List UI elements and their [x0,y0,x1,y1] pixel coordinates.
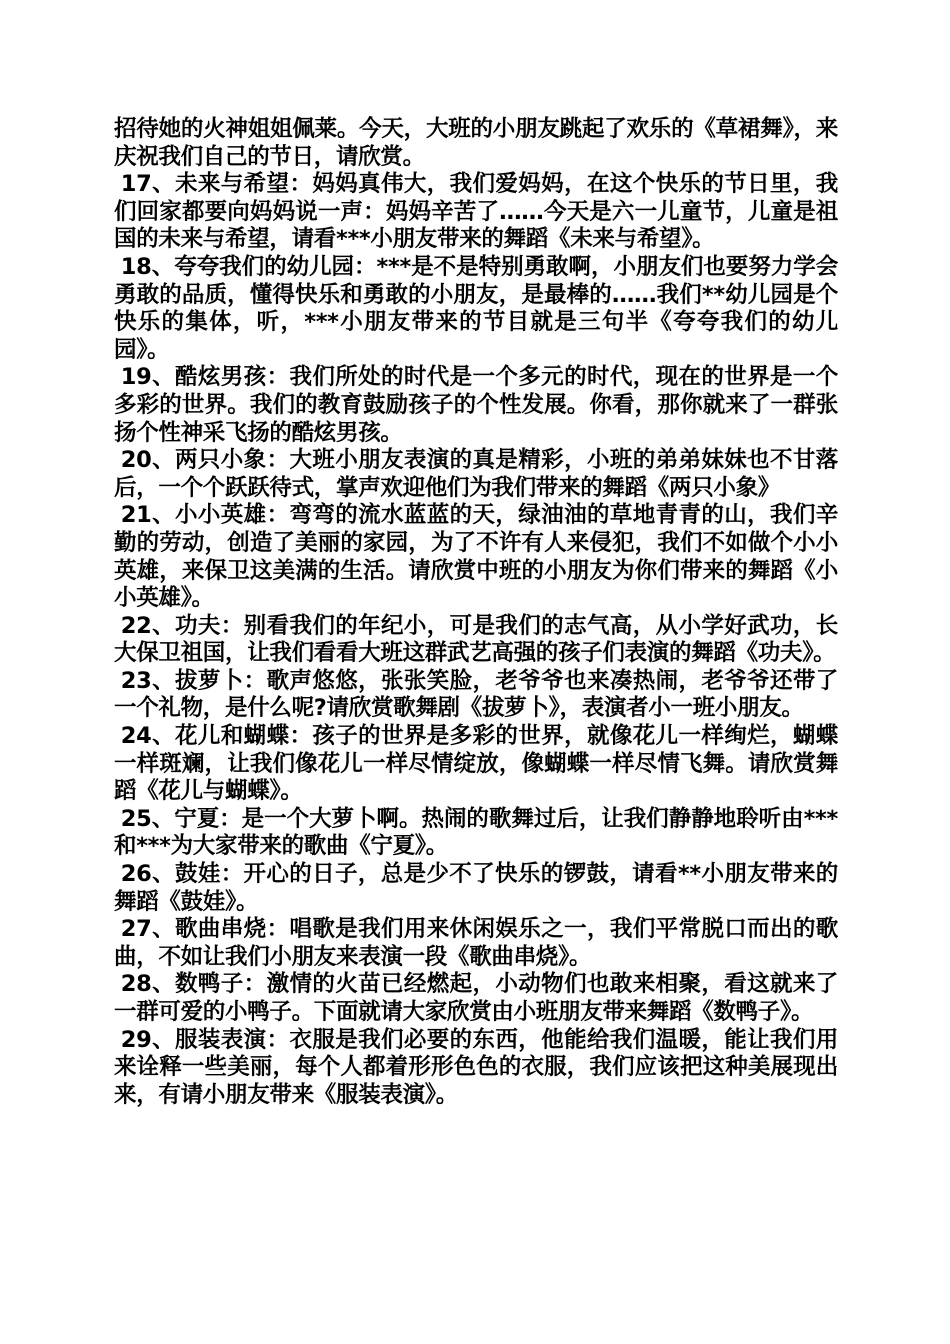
paragraph-continuation: 招待她的火神姐姐佩莱。今天，大班的小朋友跳起了欢乐的《草裙舞》，来庆祝我们自己的节日，请欣赏。 [114,116,838,170]
paragraph-item-24: 24、花儿和蝴蝶：孩子的世界是多彩的世界，就像花儿一样绚烂，蝴蝶一样斑斓，让我们像花儿一样尽情绽放，像蝴蝶一样尽情飞舞。请欣赏舞蹈《花儿与蝴蝶》。 [114,723,838,805]
paragraph-item-29: 29、服装表演：衣服是我们必要的东西，他能给我们温暖，能让我们用来诠释一些美丽，每个人都着形形色色的衣服，我们应该把这种美展现出来，有请小朋友带来《服装表演》。 [114,1026,838,1108]
paragraph-item-25: 25、宁夏：是一个大萝卜啊。热闹的歌舞过后，让我们静静地聆听由***和***为大家带来的歌曲《宁夏》。 [114,805,838,860]
paragraph-item-17: 17、未来与希望：妈妈真伟大，我们爱妈妈，在这个快乐的节日里，我们回家都要向妈妈说一声：妈妈辛苦了……今天是六一儿童节，儿童是祖国的未来与希望，请看***小朋友带来的舞蹈《未来与希望》。 [114,171,838,253]
paragraph-item-28: 28、数鸭子：激情的火苗已经燃起，小动物们也敢来相聚，看这就来了一群可爱的小鸭子。下面就请大家欣赏由小班朋友带来舞蹈《数鸭子》。 [114,971,838,1025]
document-body [114,116,838,1109]
paragraph-item-26: 26、鼓娃：开心的日子，总是少不了快乐的锣鼓，请看**小朋友带来的舞蹈《鼓娃》。 [114,861,838,915]
paragraph-item-20: 20、两只小象：大班小朋友表演的真是精彩，小班的弟弟妹妹也不甘落后，一个个跃跃待式，掌声欢迎他们为我们带来的舞蹈《两只小象》 [114,447,838,501]
paragraph-item-18: 18、夸夸我们的幼儿园：***是不是特别勇敢啊，小朋友们也要努力学会勇敢的品质，懂得快乐和勇敢的小朋友，是最棒的……我们**幼儿园是个快乐的集体，听，***小朋友带来的节目就是三句半《夸夸我们的幼儿园》。 [114,253,838,363]
paragraph-item-19: 19、酷炫男孩：我们所处的时代是一个多元的时代，现在的世界是一个多彩的世界。我们的教育鼓励孩子的个性发展。你看，那你就来了一群张扬个性神采飞扬的酷炫男孩。 [114,364,838,446]
paragraph-item-27: 27、歌曲串烧：唱歌是我们用来休闲娱乐之一，我们平常脱口而出的歌曲，不如让我们小朋友来表演一段《歌曲串烧》。 [114,916,838,970]
paragraph-item-21: 21、小小英雄：弯弯的流水蓝蓝的天，绿油油的草地青青的山，我们辛勤的劳动，创造了美丽的家园，为了不许有人来侵犯，我们不如做个小小英雄，来保卫这美满的生活。请欣赏中班的小朋友为你们带来的舞蹈《小小英雄》。 [114,502,838,612]
paragraph-item-22: 22、功夫：别看我们的年纪小，可是我们的志气高，从小学好武功，长大保卫祖国，让我们看看大班这群武艺高强的孩子们表演的舞蹈《功夫》。 [114,612,838,667]
paragraph-item-23: 23、拔萝卜：歌声悠悠，张张笑脸，老爷爷也来凑热闹，老爷爷还带了一个礼物，是什么呢?请欣赏歌舞剧《拔萝卜》，表演者小一班小朋友。 [114,667,838,722]
